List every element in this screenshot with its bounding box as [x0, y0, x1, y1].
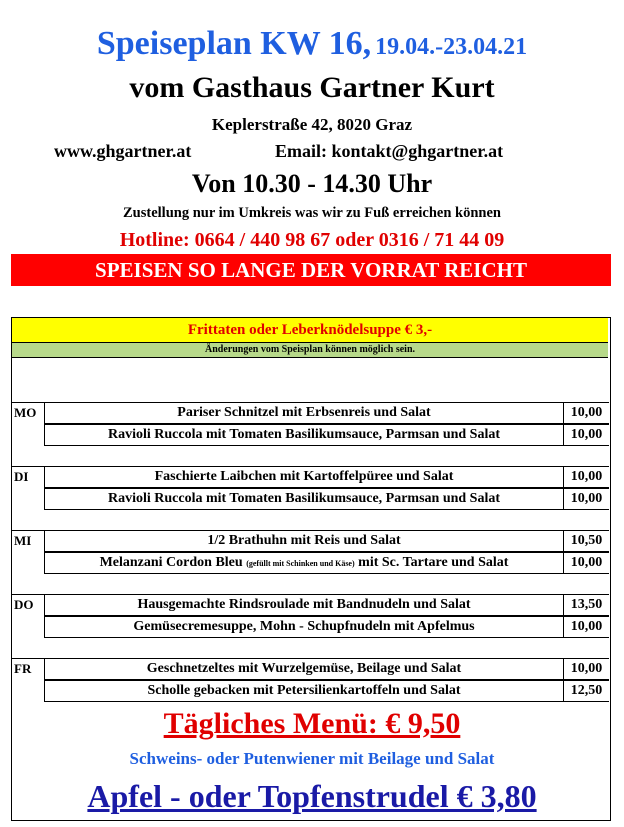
restaurant-name: vom Gasthaus Gartner Kurt: [129, 71, 495, 104]
day-label: DI: [12, 466, 45, 487]
dish-price: 12,50: [563, 680, 609, 702]
dish-price: 10,00: [563, 402, 609, 424]
dish-price: 10,00: [563, 616, 609, 638]
notice-row: Änderungen vom Speisplan können möglich sein.: [12, 343, 608, 358]
dish-name: Ravioli Ruccola mit Tomaten Basilikumsauce, Parmsan und Salat: [44, 424, 564, 446]
day-spacer: [12, 487, 45, 508]
dish-name: [44, 552, 564, 574]
dish-name: Scholle gebacken mit Petersilienkartoffeln und Salat: [44, 680, 564, 702]
dish-name-rest: mit Sc. Tartare und Salat: [358, 555, 509, 570]
dish-price: 10,00: [563, 552, 609, 574]
day-label: FR: [12, 658, 45, 679]
email: Email: kontakt@ghgartner.at: [275, 141, 504, 161]
dessert-offer: Apfel - oder Topfenstrudel € 3,80: [87, 778, 537, 814]
day-spacer: [12, 615, 45, 636]
dish-price: 10,50: [563, 530, 609, 552]
title-text: Speiseplan KW 16,: [96, 25, 372, 62]
dish-name: Ravioli Ruccola mit Tomaten Basilikumsauce, Parmsan und Salat: [44, 488, 564, 510]
date-range: 19.04.-23.04.21: [375, 34, 528, 60]
hotline: Hotline: 0664 / 440 98 67 oder 0316 / 71 44 09: [119, 229, 505, 251]
day-spacer: [12, 423, 45, 444]
dish-price: 10,00: [563, 658, 609, 680]
delivery-note: Zustellung nur im Umkreis was wir zu Fuß erreichen können: [123, 205, 501, 221]
dish-price: 10,00: [563, 488, 609, 510]
address: Keplerstraße 42, 8020 Graz: [211, 115, 413, 134]
day-label: DO: [12, 594, 45, 615]
dish-name: Pariser Schnitzel mit Erbsenreis und Salat: [44, 402, 564, 424]
dish-name: Faschierte Laibchen mit Kartoffelpüree und Salat: [44, 466, 564, 488]
dish-name: 1/2 Brathuhn mit Reis und Salat: [44, 530, 564, 552]
soup-row: Frittaten oder Leberknödelsuppe € 3,-: [12, 318, 608, 343]
dish-name: Geschnetzeltes mit Wurzelgemüse, Beilage und Salat: [44, 658, 564, 680]
day-label: MO: [12, 402, 45, 423]
opening-hours: Von 10.30 - 14.30 Uhr: [191, 169, 433, 198]
dish-name: Hausgemachte Rindsroulade mit Bandnudeln und Salat: [44, 594, 564, 616]
dish-name: Gemüsecremesuppe, Mohn - Schupfnudeln mit Apfelmus: [44, 616, 564, 638]
daily-menu: Tägliches Menü: € 9,50: [163, 707, 461, 740]
day-label: MI: [12, 530, 45, 551]
dish-name-main: Melanzani Cordon Bleu: [99, 555, 243, 570]
dish-note: (gefüllt mit Schinken und Käse): [246, 559, 355, 568]
dish-price: 13,50: [563, 594, 609, 616]
dish-price: 10,00: [563, 424, 609, 446]
stock-banner: SPEISEN SO LANGE DER VORRAT REICHT: [11, 254, 611, 286]
website: www.ghgartner.at: [54, 141, 192, 161]
day-spacer: [12, 679, 45, 700]
daily-menu-description: Schweins- oder Putenwiener mit Beilage und Salat: [129, 749, 495, 768]
day-spacer: [12, 551, 45, 572]
dish-price: 10,00: [563, 466, 609, 488]
page-title: [0, 22, 624, 66]
